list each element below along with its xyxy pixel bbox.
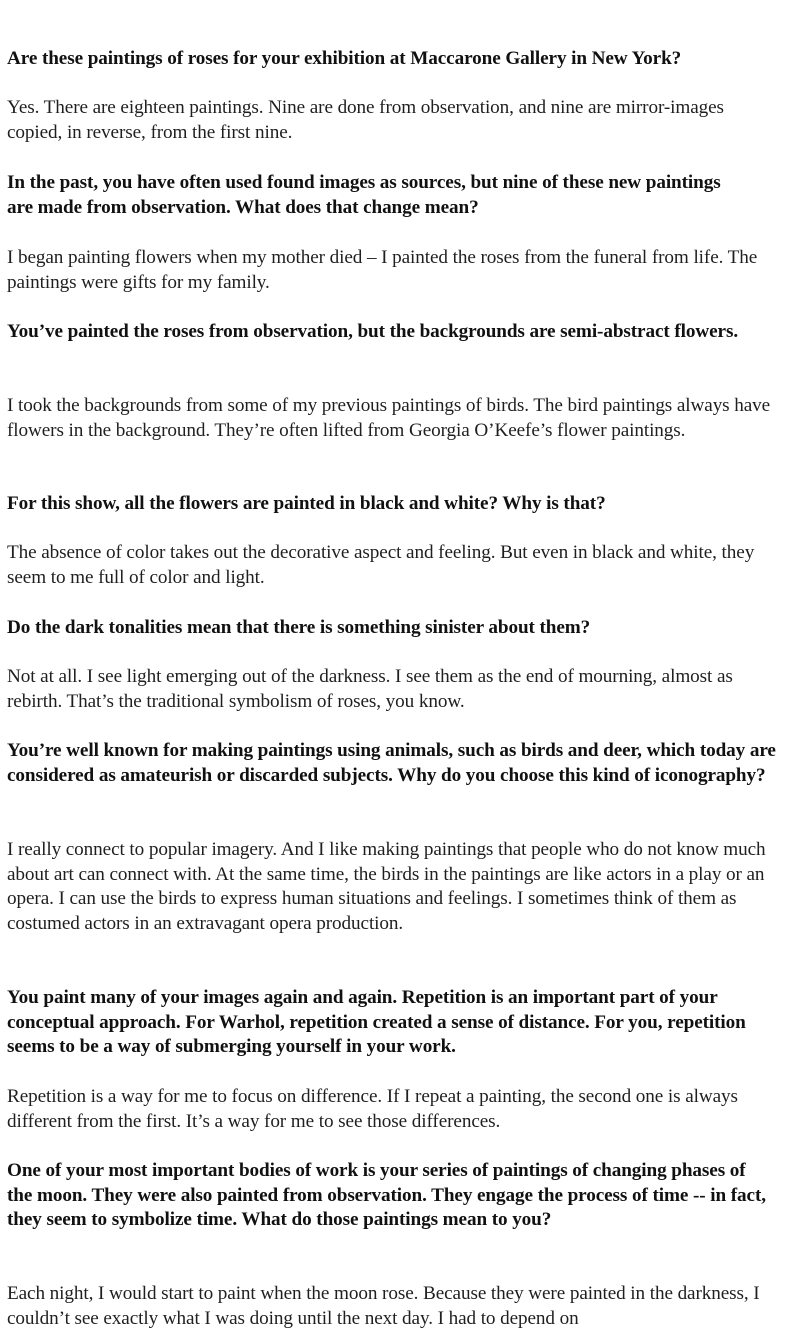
question-3: You’ve painted the roses from observation, but the backgrounds are semi-abstract flowers.	[7, 321, 739, 342]
question-8: One of your most important bodies of work is your series of paintings of changing phases of the moon. They were also painted from observation. They engage the process of time -- in fact, they seem to symbolize time. What do those paintings mean to you?	[7, 1160, 766, 1230]
answer-3: I took the backgrounds from some of my previous paintings of birds. The bird paintings always have flowers in the background. They’re often lifted from Georgia O’Keefe’s flower paintings.	[7, 395, 771, 441]
question-2: In the past, you have often used found images as sources, but nine of these new paintings are made from observation. What does that change mean?	[7, 172, 721, 218]
answer-4: The absence of color takes out the decorative aspect and feeling. But even in black and white, they seem to me full of color and light.	[7, 542, 755, 588]
answer-2: I began painting flowers when my mother died – I painted the roses from the funeral from life. The paintings were gifts for my family.	[7, 247, 758, 293]
question-6: You’re well known for making paintings using animals, such as birds and deer, which today are considered as amateurish or discarded subjects. Why do you choose this kind of iconography?	[7, 740, 776, 786]
answer-8: Each night, I would start to paint when the moon rose. Because they were painted in the darkness, I couldn’t see exactly what I was doing until the next day. I had to depend on	[7, 1283, 760, 1329]
answer-7: Repetition is a way for me to focus on difference. If I repeat a painting, the second one is always different from the first. It’s a way for me to see those differences.	[7, 1086, 738, 1132]
question-4: For this show, all the flowers are painted in black and white? Why is that?	[7, 493, 606, 514]
answer-1: Yes. There are eighteen paintings. Nine are done from observation, and nine are mirror-images copied, in reverse, from the first nine.	[7, 97, 724, 143]
question-1: Are these paintings of roses for your exhibition at Maccarone Gallery in New York?	[7, 48, 682, 69]
answer-6: I really connect to popular imagery. And I like making paintings that people who do not know much about art can connect with. At the same time, the birds in the paintings are like actors in a play or an opera. I can use the birds to express human situations and feelings. I sometimes think of them as costumed actors in an extravagant opera production.	[7, 839, 766, 934]
question-7: You paint many of your images again and again. Repetition is an important part of your conceptual approach. For Warhol, repetition created a sense of distance. For you, repetition seems to be a way of submerging yourself in your work.	[7, 987, 746, 1057]
question-5: Do the dark tonalities mean that there is something sinister about them?	[7, 617, 591, 638]
answer-5: Not at all. I see light emerging out of the darkness. I see them as the end of mourning, almost as rebirth. That’s the traditional symbolism of roses, you know.	[7, 666, 733, 712]
